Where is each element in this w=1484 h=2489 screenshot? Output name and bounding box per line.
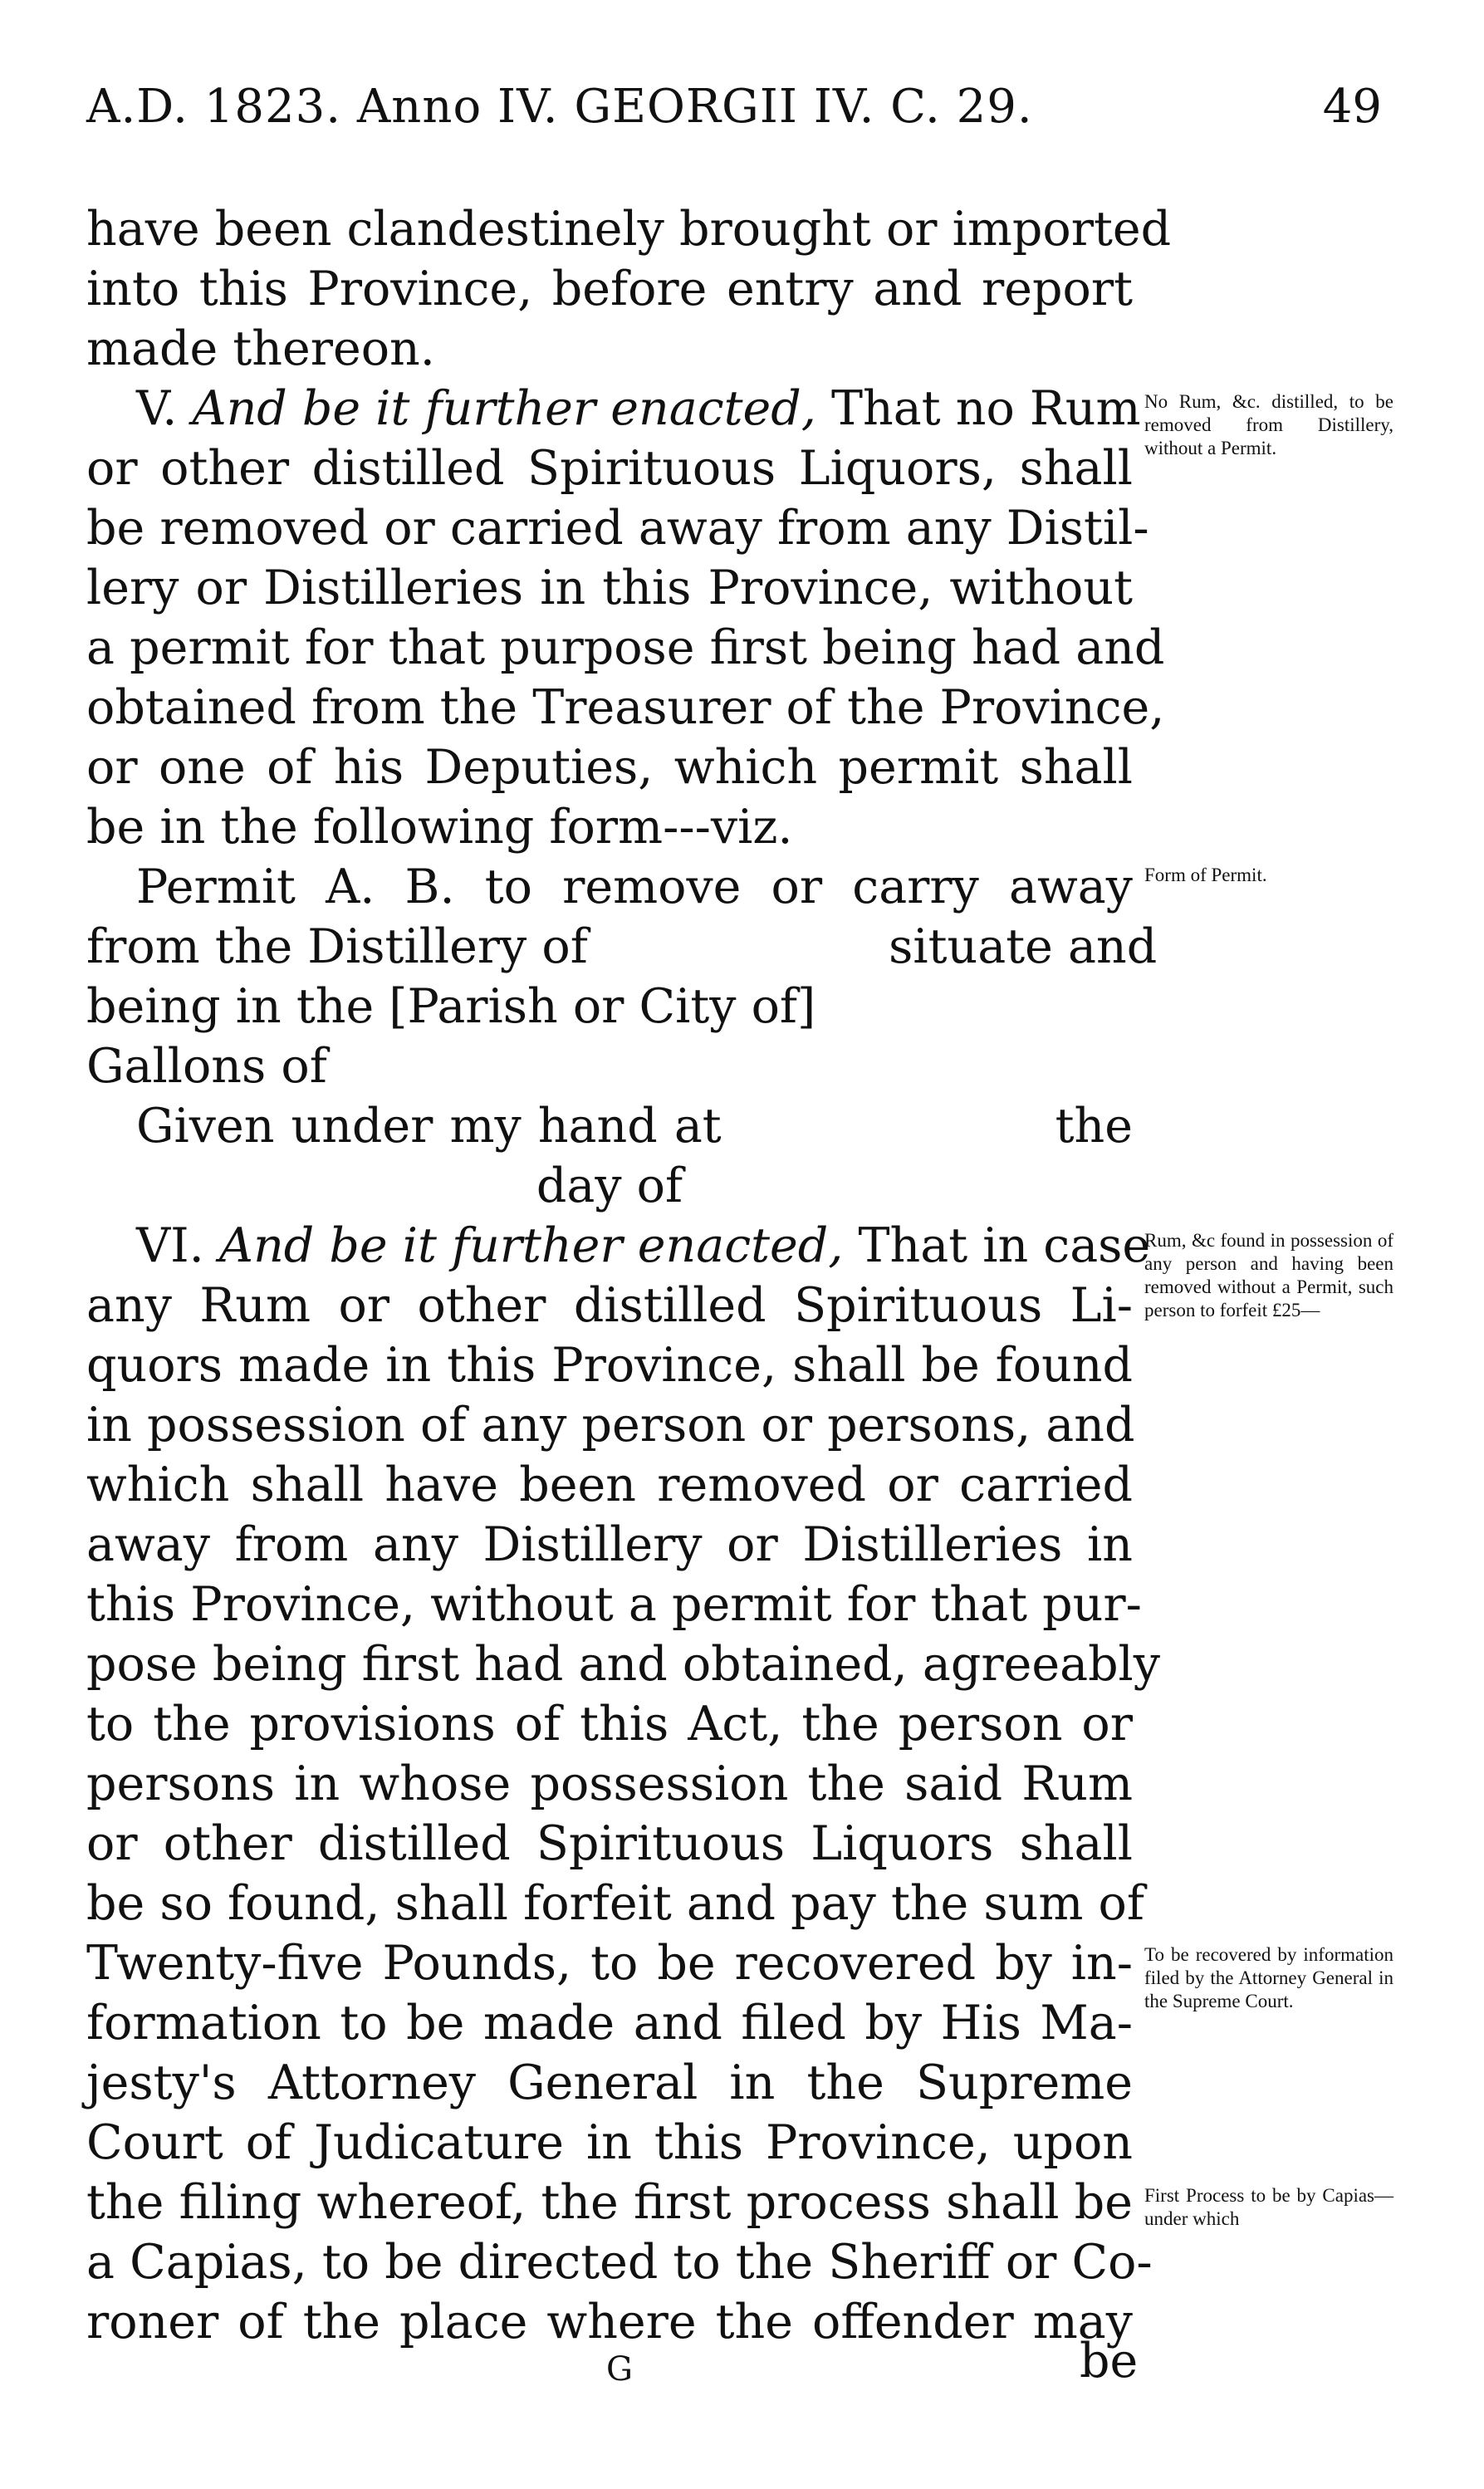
running-header <box>86 80 1382 146</box>
margin-note-first-process: First Process to be by Capias—under which <box>1144 2185 1393 2229</box>
text-line: be in the following form---viz. <box>86 800 793 855</box>
permit-form-line: day of <box>536 1159 683 1213</box>
text-line: be so found, shall forfeit and pay the sum of <box>86 1876 1144 1931</box>
text-line: be removed or carried away from any Distil- <box>86 501 1149 556</box>
text-line: the filing whereof, the first process shall be <box>86 2175 1133 2230</box>
permit-form-line: being in the [Parish or City of] <box>86 979 816 1034</box>
margin-note-forfeit: Rum, &c found in possession of any person and having been removed without a Permit, such person to forfeit £25— <box>1144 1230 1393 1320</box>
text-line: pose being first had and obtained, agreeably <box>86 1637 1160 1692</box>
text-line: Twenty-five Pounds, to be recovered by in- <box>86 1936 1133 1991</box>
text-line: a Capias, to be directed to the Sheriff or Co- <box>86 2235 1153 2290</box>
text-line: this Province, without a permit for that pur- <box>86 1577 1142 1632</box>
permit-form-line: Permit A. B. to remove or carry away <box>136 860 1133 914</box>
section-vi-heading: VI. And be it further enacted, That in case <box>136 1218 1151 1273</box>
permit-form-line: from the Distillery of situate and <box>86 919 1158 974</box>
section-v-heading: V. And be it further enacted, That no Rum <box>136 381 1141 436</box>
text-line: jesty's Attorney General in the Supreme <box>86 2055 1133 2110</box>
text-line: quors made in this Province, shall be found <box>86 1338 1133 1393</box>
text-line: in possession of any person or persons, and <box>86 1398 1135 1453</box>
text-line: have been clandestinely brought or imported <box>86 202 1172 257</box>
text-line: a permit for that purpose first being had and <box>86 620 1165 675</box>
text-line: Court of Judicature in this Province, upon <box>86 2115 1133 2170</box>
margin-note-form-of-permit: Form of Permit. <box>1144 865 1267 885</box>
permit-form-line: Given under my hand at the <box>136 1099 1133 1154</box>
text-line: made thereon. <box>86 321 435 376</box>
permit-form-line: Gallons of <box>86 1039 327 1094</box>
margin-note-no-rum: No Rum, &c. distilled, to be removed from Distillery, without a Permit. <box>1144 391 1393 458</box>
text-line: to the provisions of this Act, the person or <box>86 1697 1133 1752</box>
catchword: be <box>1080 2334 1139 2389</box>
text-line: away from any Distillery or Distilleries in <box>86 1517 1133 1572</box>
text-line: or other distilled Spirituous Liquors shall <box>86 1816 1133 1871</box>
text-line: persons in whose possession the said Rum <box>86 1757 1133 1811</box>
text-line: lery or Distilleries in this Province, without <box>86 561 1133 615</box>
text-line: obtained from the Treasurer of the Province, <box>86 680 1165 735</box>
text-line: any Rum or other distilled Spirituous Li- <box>86 1278 1133 1333</box>
margin-note-recovery: To be recovered by information filed by the Attorney General in the Supreme Court. <box>1144 1944 1393 2011</box>
page-number: 49 <box>1322 80 1382 134</box>
signature-mark: G <box>606 2350 633 2389</box>
text-line: roner of the place where the offender may <box>86 2295 1133 2349</box>
text-line: or one of his Deputies, which permit shall <box>86 740 1133 795</box>
text-line: or other distilled Spirituous Liquors, shall <box>86 441 1133 496</box>
text-line: which shall have been removed or carried <box>86 1458 1133 1512</box>
text-line: formation to be made and filed by His Ma- <box>86 1996 1133 2050</box>
text-line: into this Province, before entry and report <box>86 262 1133 316</box>
header-title: A.D. 1823. Anno IV. GEORGII IV. C. 29. <box>86 80 1033 134</box>
